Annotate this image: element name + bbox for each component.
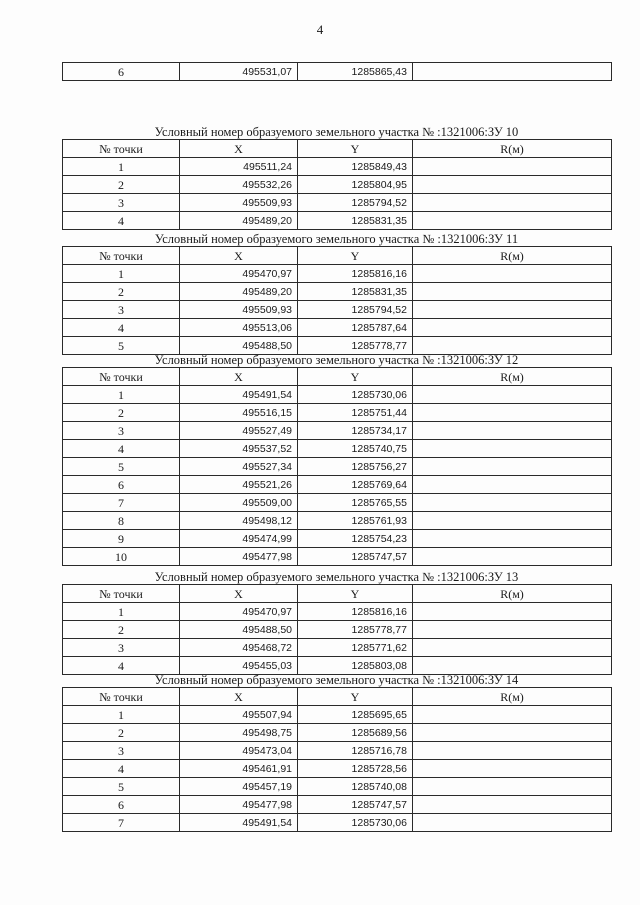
table-row	[63, 639, 612, 657]
x-coordinate: 495477,98	[180, 796, 298, 814]
table-row	[63, 603, 612, 621]
y-coordinate: 1285778,77	[298, 621, 413, 639]
y-coordinate: 1285831,35	[298, 212, 413, 230]
radius-cell	[413, 194, 612, 212]
radius-cell	[413, 814, 612, 832]
point-number: 3	[63, 301, 180, 319]
table-row	[63, 404, 612, 422]
x-coordinate: 495457,19	[180, 778, 298, 796]
point-number: 7	[63, 494, 180, 512]
point-number: 3	[63, 422, 180, 440]
radius-cell	[413, 319, 612, 337]
radius-cell	[413, 548, 612, 566]
column-header-point: № точки	[63, 368, 180, 386]
radius-cell	[413, 337, 612, 355]
y-coordinate: 1285728,56	[298, 760, 413, 778]
table-header-row	[63, 688, 612, 706]
x-coordinate: 495516,15	[180, 404, 298, 422]
y-coordinate: 1285771,62	[298, 639, 413, 657]
x-coordinate: 495488,50	[180, 337, 298, 355]
x-coordinate: 495477,98	[180, 548, 298, 566]
y-coordinate: 1285769,64	[298, 476, 413, 494]
x-coordinate: 495509,93	[180, 301, 298, 319]
radius-cell	[413, 265, 612, 283]
coordinates-table-zu11	[62, 246, 612, 355]
x-coordinate: 495527,34	[180, 458, 298, 476]
column-header-x: X	[180, 247, 298, 265]
point-number: 3	[63, 639, 180, 657]
coordinates-table-zu13	[62, 584, 612, 675]
x-coordinate: 495498,12	[180, 512, 298, 530]
column-header-x: X	[180, 140, 298, 158]
radius-cell	[413, 621, 612, 639]
carryover-table	[62, 62, 612, 81]
point-number: 5	[63, 337, 180, 355]
table-row	[63, 386, 612, 404]
radius-cell	[413, 706, 612, 724]
point-number: 4	[63, 212, 180, 230]
column-header-y: Y	[298, 585, 413, 603]
table-row	[63, 530, 612, 548]
x-coordinate: 495511,24	[180, 158, 298, 176]
radius-cell	[413, 796, 612, 814]
y-coordinate: 1285689,56	[298, 724, 413, 742]
y-coordinate: 1285849,43	[298, 158, 413, 176]
y-coordinate: 1285831,35	[298, 283, 413, 301]
table-row	[63, 724, 612, 742]
point-number: 9	[63, 530, 180, 548]
radius-cell	[413, 530, 612, 548]
radius-cell	[413, 458, 612, 476]
point-number: 1	[63, 158, 180, 176]
y-coordinate: 1285751,44	[298, 404, 413, 422]
table-row	[63, 548, 612, 566]
point-number: 6	[63, 796, 180, 814]
table-row	[63, 778, 612, 796]
y-coordinate: 1285765,55	[298, 494, 413, 512]
column-header-x: X	[180, 688, 298, 706]
y-coordinate: 1285740,08	[298, 778, 413, 796]
column-header-r: R(м)	[413, 585, 612, 603]
point-number: 2	[63, 283, 180, 301]
section-title-zu12: Условный номер образуемого земельного участка № :1321006:ЗУ 12	[154, 353, 519, 367]
radius-cell	[413, 176, 612, 194]
point-number: 6	[63, 63, 180, 81]
table-row	[63, 706, 612, 724]
table-row	[63, 742, 612, 760]
x-coordinate: 495509,00	[180, 494, 298, 512]
x-coordinate: 495507,94	[180, 706, 298, 724]
table-row	[63, 158, 612, 176]
x-coordinate: 495488,50	[180, 621, 298, 639]
radius-cell	[413, 742, 612, 760]
table-row	[63, 194, 612, 212]
point-number: 1	[63, 603, 180, 621]
column-header-point: № точки	[63, 247, 180, 265]
x-coordinate: 495489,20	[180, 283, 298, 301]
column-header-x: X	[180, 368, 298, 386]
y-coordinate: 1285804,95	[298, 176, 413, 194]
point-number: 4	[63, 760, 180, 778]
radius-cell	[413, 603, 612, 621]
point-number: 4	[63, 657, 180, 675]
point-number: 6	[63, 476, 180, 494]
x-coordinate: 495468,72	[180, 639, 298, 657]
point-number: 5	[63, 458, 180, 476]
table-header-row	[63, 585, 612, 603]
x-coordinate: 495509,93	[180, 194, 298, 212]
section-title-zu11: Условный номер образуемого земельного участка № :1321006:ЗУ 11	[154, 232, 519, 246]
table-row	[63, 512, 612, 530]
point-number: 1	[63, 706, 180, 724]
radius-cell	[413, 212, 612, 230]
radius-cell	[413, 724, 612, 742]
y-coordinate: 1285761,93	[298, 512, 413, 530]
column-header-y: Y	[298, 140, 413, 158]
column-header-point: № точки	[63, 688, 180, 706]
section-title-zu13: Условный номер образуемого земельного участка № :1321006:ЗУ 13	[154, 570, 519, 584]
table-row	[63, 212, 612, 230]
point-number: 8	[63, 512, 180, 530]
radius-cell	[413, 476, 612, 494]
column-header-x: X	[180, 585, 298, 603]
column-header-r: R(м)	[413, 247, 612, 265]
point-number: 4	[63, 319, 180, 337]
y-coordinate: 1285865,43	[298, 63, 413, 81]
x-coordinate: 495527,49	[180, 422, 298, 440]
point-number: 7	[63, 814, 180, 832]
x-coordinate: 495498,75	[180, 724, 298, 742]
x-coordinate: 495537,52	[180, 440, 298, 458]
table-row	[63, 337, 612, 355]
radius-cell	[413, 657, 612, 675]
radius-cell	[413, 639, 612, 657]
radius-cell	[413, 778, 612, 796]
coordinates-table-zu10	[62, 139, 612, 230]
table-row	[63, 319, 612, 337]
radius-cell	[413, 386, 612, 404]
point-number: 5	[63, 778, 180, 796]
y-coordinate: 1285734,17	[298, 422, 413, 440]
table-row	[63, 657, 612, 675]
x-coordinate: 495489,20	[180, 212, 298, 230]
radius-cell	[413, 422, 612, 440]
radius-cell	[413, 440, 612, 458]
table-row	[63, 760, 612, 778]
table-header-row	[63, 368, 612, 386]
point-number: 2	[63, 404, 180, 422]
radius-cell	[413, 158, 612, 176]
table-row	[63, 63, 612, 81]
x-coordinate: 495474,99	[180, 530, 298, 548]
x-coordinate: 495513,06	[180, 319, 298, 337]
table-row	[63, 494, 612, 512]
table-row	[63, 440, 612, 458]
point-number: 3	[63, 194, 180, 212]
page-number: 4	[316, 22, 324, 37]
y-coordinate: 1285816,16	[298, 603, 413, 621]
column-header-point: № точки	[63, 585, 180, 603]
point-number: 2	[63, 176, 180, 194]
point-number: 2	[63, 724, 180, 742]
section-title-zu14: Условный номер образуемого земельного участка № :1321006:ЗУ 14	[154, 673, 519, 687]
x-coordinate: 495491,54	[180, 814, 298, 832]
radius-cell	[413, 404, 612, 422]
table-row	[63, 265, 612, 283]
coordinates-table-zu12	[62, 367, 612, 566]
section-title-zu10: Условный номер образуемого земельного участка № :1321006:ЗУ 10	[154, 125, 519, 139]
y-coordinate: 1285756,27	[298, 458, 413, 476]
column-header-y: Y	[298, 247, 413, 265]
y-coordinate: 1285730,06	[298, 814, 413, 832]
table-row	[63, 814, 612, 832]
table-header-row	[63, 247, 612, 265]
point-number: 10	[63, 548, 180, 566]
x-coordinate: 495470,97	[180, 265, 298, 283]
y-coordinate: 1285794,52	[298, 301, 413, 319]
y-coordinate: 1285787,64	[298, 319, 413, 337]
point-number: 1	[63, 386, 180, 404]
y-coordinate: 1285803,08	[298, 657, 413, 675]
radius-cell	[413, 512, 612, 530]
radius-cell	[413, 283, 612, 301]
table-row	[63, 301, 612, 319]
column-header-r: R(м)	[413, 688, 612, 706]
y-coordinate: 1285747,57	[298, 548, 413, 566]
y-coordinate: 1285816,16	[298, 265, 413, 283]
coordinates-table-zu14	[62, 687, 612, 832]
point-number: 1	[63, 265, 180, 283]
y-coordinate: 1285778,77	[298, 337, 413, 355]
x-coordinate: 495461,91	[180, 760, 298, 778]
x-coordinate: 495470,97	[180, 603, 298, 621]
column-header-r: R(м)	[413, 140, 612, 158]
x-coordinate: 495532,26	[180, 176, 298, 194]
y-coordinate: 1285794,52	[298, 194, 413, 212]
y-coordinate: 1285716,78	[298, 742, 413, 760]
column-header-point: № точки	[63, 140, 180, 158]
table-row	[63, 283, 612, 301]
y-coordinate: 1285740,75	[298, 440, 413, 458]
table-row	[63, 458, 612, 476]
column-header-y: Y	[298, 688, 413, 706]
point-number: 3	[63, 742, 180, 760]
table-header-row	[63, 140, 612, 158]
column-header-y: Y	[298, 368, 413, 386]
x-coordinate: 495521,26	[180, 476, 298, 494]
x-coordinate: 495455,03	[180, 657, 298, 675]
radius-cell	[413, 63, 612, 81]
table-row	[63, 621, 612, 639]
column-header-r: R(м)	[413, 368, 612, 386]
table-row	[63, 422, 612, 440]
x-coordinate: 495531,07	[180, 63, 298, 81]
y-coordinate: 1285754,23	[298, 530, 413, 548]
y-coordinate: 1285695,65	[298, 706, 413, 724]
radius-cell	[413, 494, 612, 512]
radius-cell	[413, 301, 612, 319]
table-row	[63, 176, 612, 194]
point-number: 4	[63, 440, 180, 458]
point-number: 2	[63, 621, 180, 639]
x-coordinate: 495473,04	[180, 742, 298, 760]
x-coordinate: 495491,54	[180, 386, 298, 404]
radius-cell	[413, 760, 612, 778]
table-row	[63, 796, 612, 814]
y-coordinate: 1285730,06	[298, 386, 413, 404]
y-coordinate: 1285747,57	[298, 796, 413, 814]
table-row	[63, 476, 612, 494]
